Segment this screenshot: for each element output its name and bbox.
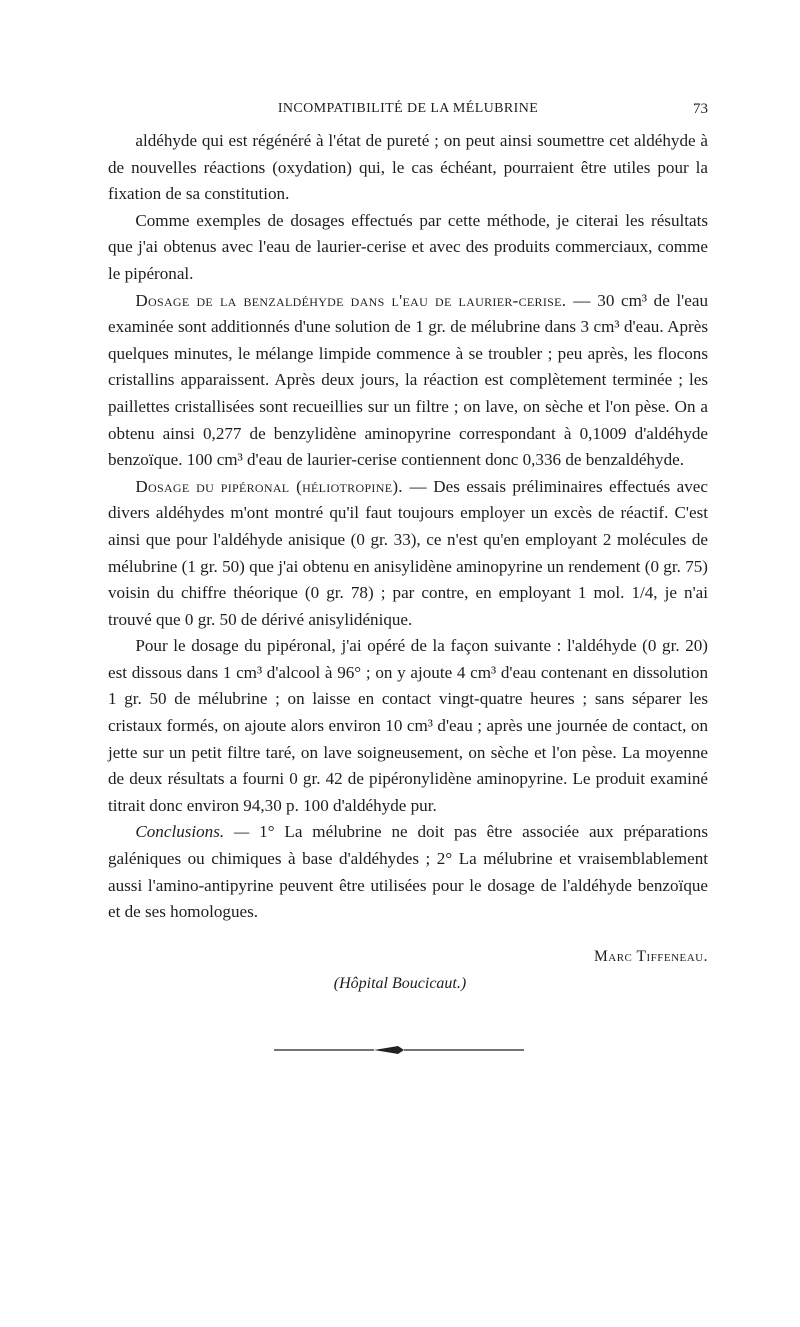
paragraph-text: Comme exemples de dosages effectués par cette méthode, je citerai les résultats que j'ai obtenus avec l'eau de laurier-cerise et avec des produits commerciaux, comme le pipéronal. [108, 210, 708, 283]
paragraph-examples [108, 208, 708, 288]
author-signature: Marc Tiffeneau. [593, 948, 708, 965]
paragraph-text: 1° La mélubrine ne doit pas être associée aux préparations galéniques ou chimiques à base d'aldéhydes ; 2° La mélubrine et vraisemblablement aussi l'amino-antipyrine peuvent être utilisées pour le dosage de l'aldéhyde benzoïque et de ses homologues. [108, 822, 709, 922]
section-heading-benzaldehyde: Dosage de la benzaldéhyde dans l'eau de laurier-cerise. — [135, 290, 591, 310]
running-head [108, 101, 708, 123]
paragraph-text: 30 cm³ de l'eau examinée sont additionnés d'une solution de 1 gr. de mélubrine dans 3 cm³ d'eau. Après quelques minutes, le mélange limpide commence à se troubler ; peu après, les flocons cristallins apparaissent. Après deux jours, la réaction est complètement terminée ; les paillettes cristallisées sont recueillies sur un filtre ; on lave, on sèche et l'on pèse. On a obtenu ainsi 0,277 de benzylidène aminopyrine correspondant à 0,1009 d'aldéhyde benzoïque. 100 cm³ d'eau de laurier-cerise contiennent donc 0,336 de benzaldéhyde. [108, 290, 708, 470]
author-affiliation: (Hôpital Boucicaut.) [333, 975, 467, 992]
paragraph-text: Des essais préliminaires effectués avec divers aldéhydes m'ont montré qu'il faut toujours employer un excès de réactif. C'est ainsi que pour l'aldéhyde anisique (0 gr. 33), ce n'est qu'en employant 2 molécules de mélubrine (1 gr. 50) que j'ai obtenu en anisylidène aminopyrine un rendement (0 gr. 75) voisin du chiffre théorique (0 gr. 78) ; par contre, en employant 1 mol. 1/4, je n'ai trouvé que 0 gr. 50 de dérivé anisylidénique. [108, 476, 708, 629]
section-heading-piperonal: Dosage du pipéronal (héliotropine). — [135, 476, 427, 496]
paragraph-piperonal-procedure [108, 633, 708, 819]
paragraph-piperonal-dosage [108, 474, 708, 634]
paragraph-benzaldehyde-dosage [108, 288, 708, 474]
ornamental-divider [274, 1042, 524, 1058]
body-text [108, 128, 708, 926]
section-heading-conclusions: Conclusions. — [135, 822, 250, 842]
running-title: INCOMPATIBILITÉ DE LA MÉLUBRINE [277, 101, 539, 116]
paragraph-intro-continuation [108, 128, 708, 208]
paragraph-text: aldéhyde qui est régénéré à l'état de pureté ; on peut ainsi soumettre cet aldéhyde à de nouvelles réactions (oxydation) qui, le cas échéant, pourraient être utiles pour la fixation de sa constitution. [108, 131, 708, 204]
paragraph-text: Pour le dosage du pipéronal, j'ai opéré de la façon suivante : l'aldéhyde (0 gr. 20) est dissous dans 1 cm³ d'alcool à 96° ; on y ajoute 4 cm³ d'eau contenant en dissolution 1 gr. 50 de mélubrine ; on laisse en contact vingt-quatre heures ; sans séparer les cristaux formés, on ajoute alors environ 10 cm³ d'eau ; après une journée de contact, on jette sur un petit filtre taré, on lave soigneusement, on sèche et l'on pèse. La moyenne de deux résultats a fourni 0 gr. 42 de pipéronylidène aminopyrine. Le produit examiné titrait donc environ 94,30 p. 100 d'aldéhyde pur. [108, 636, 708, 815]
paragraph-conclusions [108, 819, 708, 925]
page-number: 73 [693, 101, 708, 117]
